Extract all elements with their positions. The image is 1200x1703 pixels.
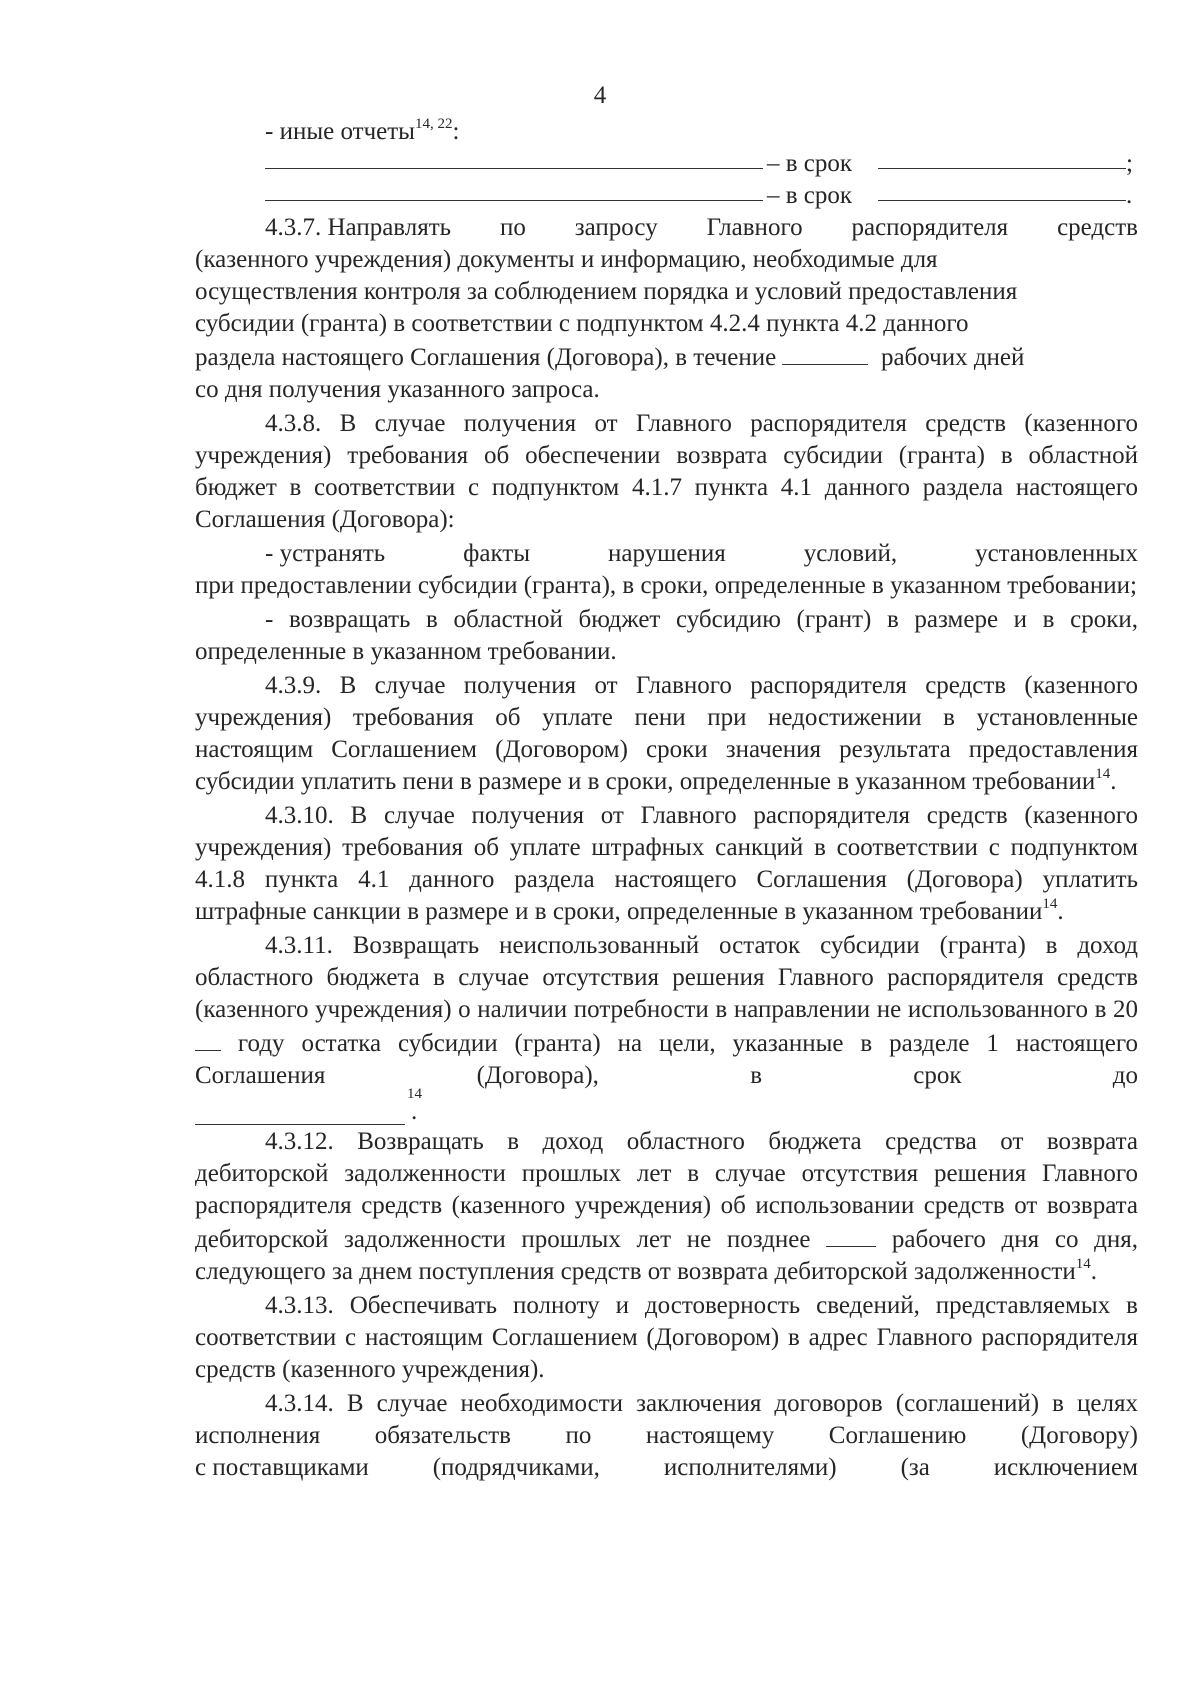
clause-4-3-7: 4.3.7. Направлять по запросу Главного распорядителя средств (казенного учреждения) документы и информацию, необходимые для осуществления контроля за соблюдением порядка и условий предоставления субсидии (гранта) в соответствии с подпунктом 4.2.4 пункта 4.2 данного раздела настоящего Соглашения (Договора), в течение рабочих дней со дня получения указанного запроса.: [195, 214, 1138, 403]
footnote-ref: 14, 22: [414, 115, 453, 132]
clause-4-3-7-first-line: 4.3.7. Направлять по запросу Главного распорядителя средств: [265, 214, 1138, 241]
page-number: 4: [593, 82, 607, 109]
deadline-blank: [878, 200, 1126, 201]
other-reports-label: - иные отчеты$^{14, 22}$:: [265, 115, 460, 145]
report-deadline-row: – в срок ;: [195, 148, 1138, 180]
deadline-label: – в срок: [767, 150, 853, 177]
clause-4-3-10: 4.3.10. В случае получения от Главного распорядителя средств (казенного учреждения) требования об уплате штрафных санкций в соответствии с подпунктом 4.1.8 пункта 4.1 данного раздела настоящего Соглашения (Договора) уплатить штрафные санкции в размере и в сроки, определенные в указанном требовании$^{14}$.: [195, 802, 1138, 925]
clause-4-3-12: 4.3.12. Возвращать в доход областного бюджета средства от возврата дебиторской задолженности прошлых лет в случае отсутствия решения Главного распорядителя средств (казенного учреждения) об использовании средств от возврата дебиторской задолженности прошлых лет не позднее рабочего дня со дня, следующего за днем поступления средств от возврата дебиторской задолженности$^{14}$.: [195, 1128, 1138, 1285]
deadline-blank: [878, 168, 1126, 169]
report-name-blank: [265, 168, 763, 169]
year-blank: [195, 1026, 221, 1051]
document-body: [195, 116, 1138, 1484]
clause-4-3-8-item-2: - возвращать в областной бюджет субсидию (грант) в размере и в сроки, определенные в указанном требовании.: [195, 606, 1138, 665]
footnote-ref: 14: [1042, 895, 1058, 912]
deadline-date-blank: [195, 1100, 405, 1125]
footnote-ref: 14: [1075, 1255, 1091, 1272]
days-count-blank: [826, 1222, 876, 1247]
footnote-ref: 14: [1095, 765, 1111, 782]
clause-4-3-13: 4.3.13. Обеспечивать полноту и достоверность сведений, представляемых в соответствии с настоящим Соглашением (Договором) в адрес Главного распорядителя средств (казенного учреждения).: [195, 1292, 1138, 1383]
days-count-blank: [782, 340, 868, 365]
clause-4-3-8: 4.3.8. В случае получения от Главного распорядителя средств (казенного учреждения) требования об обеспечении возврата субсидии (гранта) в областной бюджет в соответствии с подпунктом 4.1.7 пункта 4.1 данного раздела настоящего Соглашения (Договора):: [195, 410, 1138, 533]
report-deadline-row: – в срок .: [195, 180, 1138, 212]
clause-4-3-14: 4.3.14. В случае необходимости заключения договоров (соглашений) в целях исполнения обязательств по настоящему Соглашению (Договору) с поставщиками (подрядчиками, исполнителями) (за исключением: [195, 1390, 1138, 1481]
deadline-label: – в срок: [767, 182, 853, 209]
report-name-blank: [265, 200, 763, 201]
clause-4-3-8-item-1: - устранять факты нарушения условий, установленных при предоставлении субсидии (гранта), в сроки, определенные в указанном требовании;: [195, 540, 1138, 599]
clause-4-3-9: 4.3.9. В случае получения от Главного распорядителя средств (казенного учреждения) требования об уплате пени при недостижении в установленные настоящим Соглашением (Договором) сроки значения результата предоставления субсидии уплатить пени в размере и в сроки, определенные в указанном требовании$^{14}$.: [195, 672, 1138, 795]
clause-4-3-11: 4.3.11. Возвращать неиспользованный остаток субсидии (гранта) в доход областного бюджета в случае отсутствия решения Главного распорядителя средств (казенного учреждения) о наличии потребности в направлении не использованного в 20 году остатка субсидии (гранта) на цели, указанные в разделе 1 настоящего Соглашения (Договора), в срок до 14 .: [195, 932, 1138, 1125]
